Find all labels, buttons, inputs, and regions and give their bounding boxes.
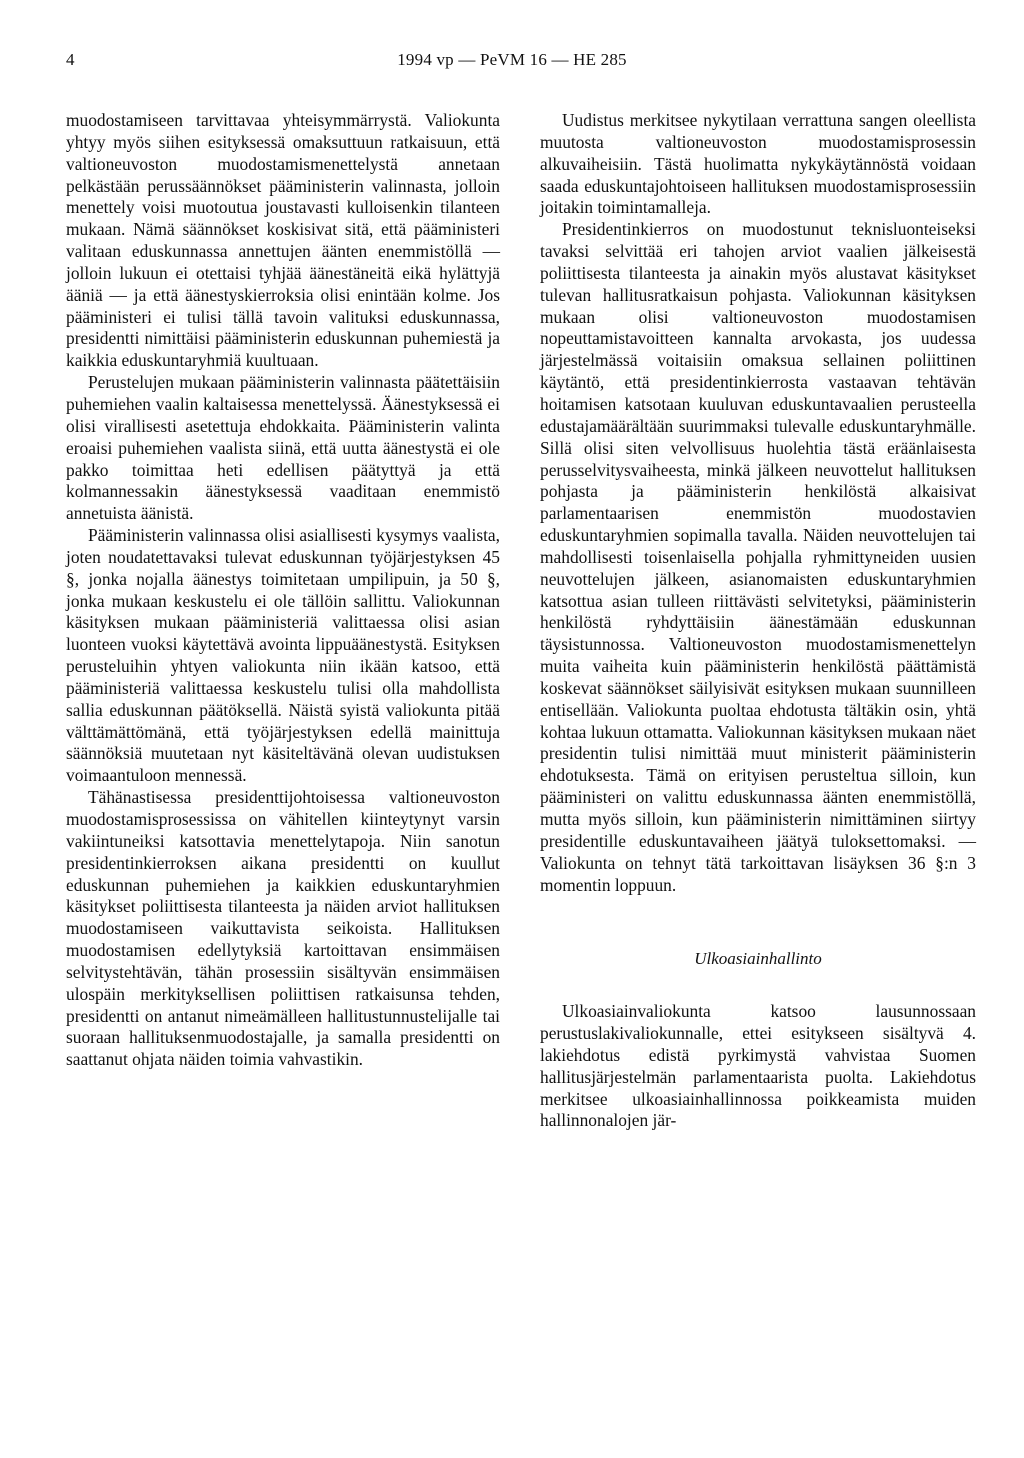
left-paragraph-1: muodostamiseen tarvittavaa yhteisymmärrystä. Valiokunta yhtyy myös siihen esityksessä omaksuttuun ratkaisuun, että valtioneuvoston muodostamismenettelystä annetaan pelkästään perussäännökset pääministerin valinnasta, jolloin menettely voisi muotoutua joustavasti kulloisenkin tilanteen mukaan. Nämä säännökset koskisivat sitä, että pääministeri valitaan eduskunnassa annettujen äänten enemmistöllä — jolloin lukuun ei otettaisi tyhjää äänestäneitä eikä hylättyjä ääniä — ja että äänestyskierroksia olisi enintään kolme. Jos pääministeri ei tulisi tällä tavoin valituksi eduskunnassa, presidentti nimittäisi pääministerin eduskunnan puhemiestä ja kaikkia eduskuntaryhmiä kuultuaan. <box>66 110 500 371</box>
section-heading: Ulkoasiainhallinto <box>694 949 822 969</box>
left-paragraph-3: Pääministerin valinnassa olisi asiallisesti kysymys vaalista, joten noudatettavaksi tulevat eduskunnan työjärjestyksen 45 §, jonka nojalla äänestys toimitetaan umpilipuin, ja 50 §, jonka mukaan keskustelu ei ole tällöin sallittu. Valiokunnan käsityksen mukaan pääministeriä valittaessa olisi asian luonteen vuoksi käytettävä avointa lippuäänestystä. Esityksen perusteluihin yhtyen valiokunta niin ikään katsoo, että pääministeriä valittaessa keskustelu tulisi olla mahdollista sallia eduskunnan päätöksellä. Näistä syistä valiokunta pitää välttämättömänä, että työjärjestyksen edellä mainittuja säännöksiä muutetaan nyt käsiteltävänä olevan uudistuksen voimaantuloon mennessä. <box>66 525 500 786</box>
running-title: 1994 vp — PeVM 16 — HE 285 <box>397 50 627 69</box>
section-paragraph-1: Ulkoasiainvaliokunta katsoo lausunnossaan perustuslakivaliokunnalle, ettei esitykseen sisältyvä 4. lakiehdotus edistä pyrkimystä vahvistaa Suomen hallitusjärjestelmän parlamentaarista puolta. Lakiehdotus merkitsee ulkoasiainhallinnossa poikkeamista muiden hallinnonalojen jär- <box>540 1001 976 1131</box>
left-paragraph-2: Perustelujen mukaan pääministerin valinnasta päätettäisiin puhemiehen vaalin kaltaisessa menettelyssä. Äänestyksessä ei olisi virallisesti asetettuja ehdokkaita. Pääministerin valinta eroaisi puhemiehen vaalista siinä, että uutta äänestystä ei ole pakko toimittaa heti edellisen päätyttyä ja että kolmannessakin äänestyksessä vaaditaan enemmistö annetuista äänistä. <box>66 372 500 524</box>
left-column <box>66 110 500 1071</box>
left-paragraph-4: Tähänastisessa presidenttijohtoisessa valtioneuvoston muodostamisprosessissa on vähitellen kiinteytynyt varsin vakiintuneiksi katsottavia menettelytapoja. Niin sanotun presidentinkierroksen aikana presidentti on kuullut eduskunnan puhemiehen ja kaikkien eduskuntaryhmien käsitykset poliittisesta tilanteesta ja näiden arviot hallituksen muodostamiseen vaikuttavista seikoista. Hallituksen muodostamisen edellytyksiä kartoittavan ensimmäisen selvitystehtävän, tähän prosessiin sisältyvän ensimmäisen ulospäin merkityksellisen poliittisen ratkaisunsa tehden, presidentti on antanut nimeämälleen hallitustunnustelijalle tai suoraan hallituksenmuodostajalle, ja samalla presidentti on saattanut ohjata näiden toimia vahvastikin. <box>66 787 500 1070</box>
page-header <box>0 50 1024 74</box>
page-number: 4 <box>66 50 75 69</box>
right-column <box>540 110 976 1132</box>
right-paragraph-1: Uudistus merkitsee nykytilaan verrattuna sangen oleellista muutosta valtioneuvoston muodostamisprosessin alkuvaiheisiin. Tästä huolimatta nykykäytännöstä voidaan saada eduskuntajohtoiseen hallituksen muodostamisprosessiin joitakin toimintamalleja. <box>540 110 976 218</box>
right-paragraph-2: Presidentinkierros on muodostunut teknisluonteiseksi tavaksi selvittää eri tahojen arviot vaalien jälkeisestä poliittisesta tilanteesta ja ainakin myös alustavat käsitykset tulevan hallitusratkaisun pohjasta. Valiokunnan käsityksen mukaan olisi valtioneuvoston muodostamisen nopeuttamistavoitteen kannalta arvokasta, jos uudessa järjestelmässä voitaisiin omaksua sellainen poliittinen käytäntö, että presidentinkierrosta vastaavan tehtävän hoitamisen katsotaan kuuluvan eduskuntavaalien perusteella edustajamäärältään suurimmaksi tulevalle eduskuntaryhmälle. Sillä olisi siten velvollisuus huolehtia tästä eräänlaisesta perusselvitysvaiheesta, minkä jälkeen neuvottelut hallituksen pohjasta ja pääministerin henkilöstä alkaisivat parlamentaarisen enemmistön muodostavien eduskuntaryhmien sopimalla tavalla. Näiden neuvottelujen tai mahdollisesti toisenlaisella pohjalla ryhmittyneiden uusien neuvottelujen jälkeen, asianomaisten eduskuntaryhmien katsottua asian tulleen riittävästi selvitetyksi, pääministerin henkilöstä ryhdyttäisiin äänestämään eduskunnan täysistunnossa. Valtioneuvoston muodostamismenettelyn muita vaiheita kuin pääministerin henkilöstä päättämistä koskevat säännökset säilyisivät esityksen mukaan suunnilleen entisellään. Valiokunta puoltaa ehdotusta tältäkin osin, yhtä kohtaa lukuun ottamatta. Valiokunnan käsityksen mukaan näet presidentin tulisi nimittää muut ministerit pääministerin ehdotuksesta. Tämä on erityisen perusteltua silloin, kun pääministeri on valittu eduskunnassa äänten enemmistöllä, mutta myös silloin, kun pääministerin nimittäminen siirtyy presidentille eduskuntavaiheen jäätyä tuloksettomaksi. — Valiokunta on tehnyt tätä tarkoittavan lisäyksen 36 §:n 3 momentin loppuun. <box>540 219 976 895</box>
